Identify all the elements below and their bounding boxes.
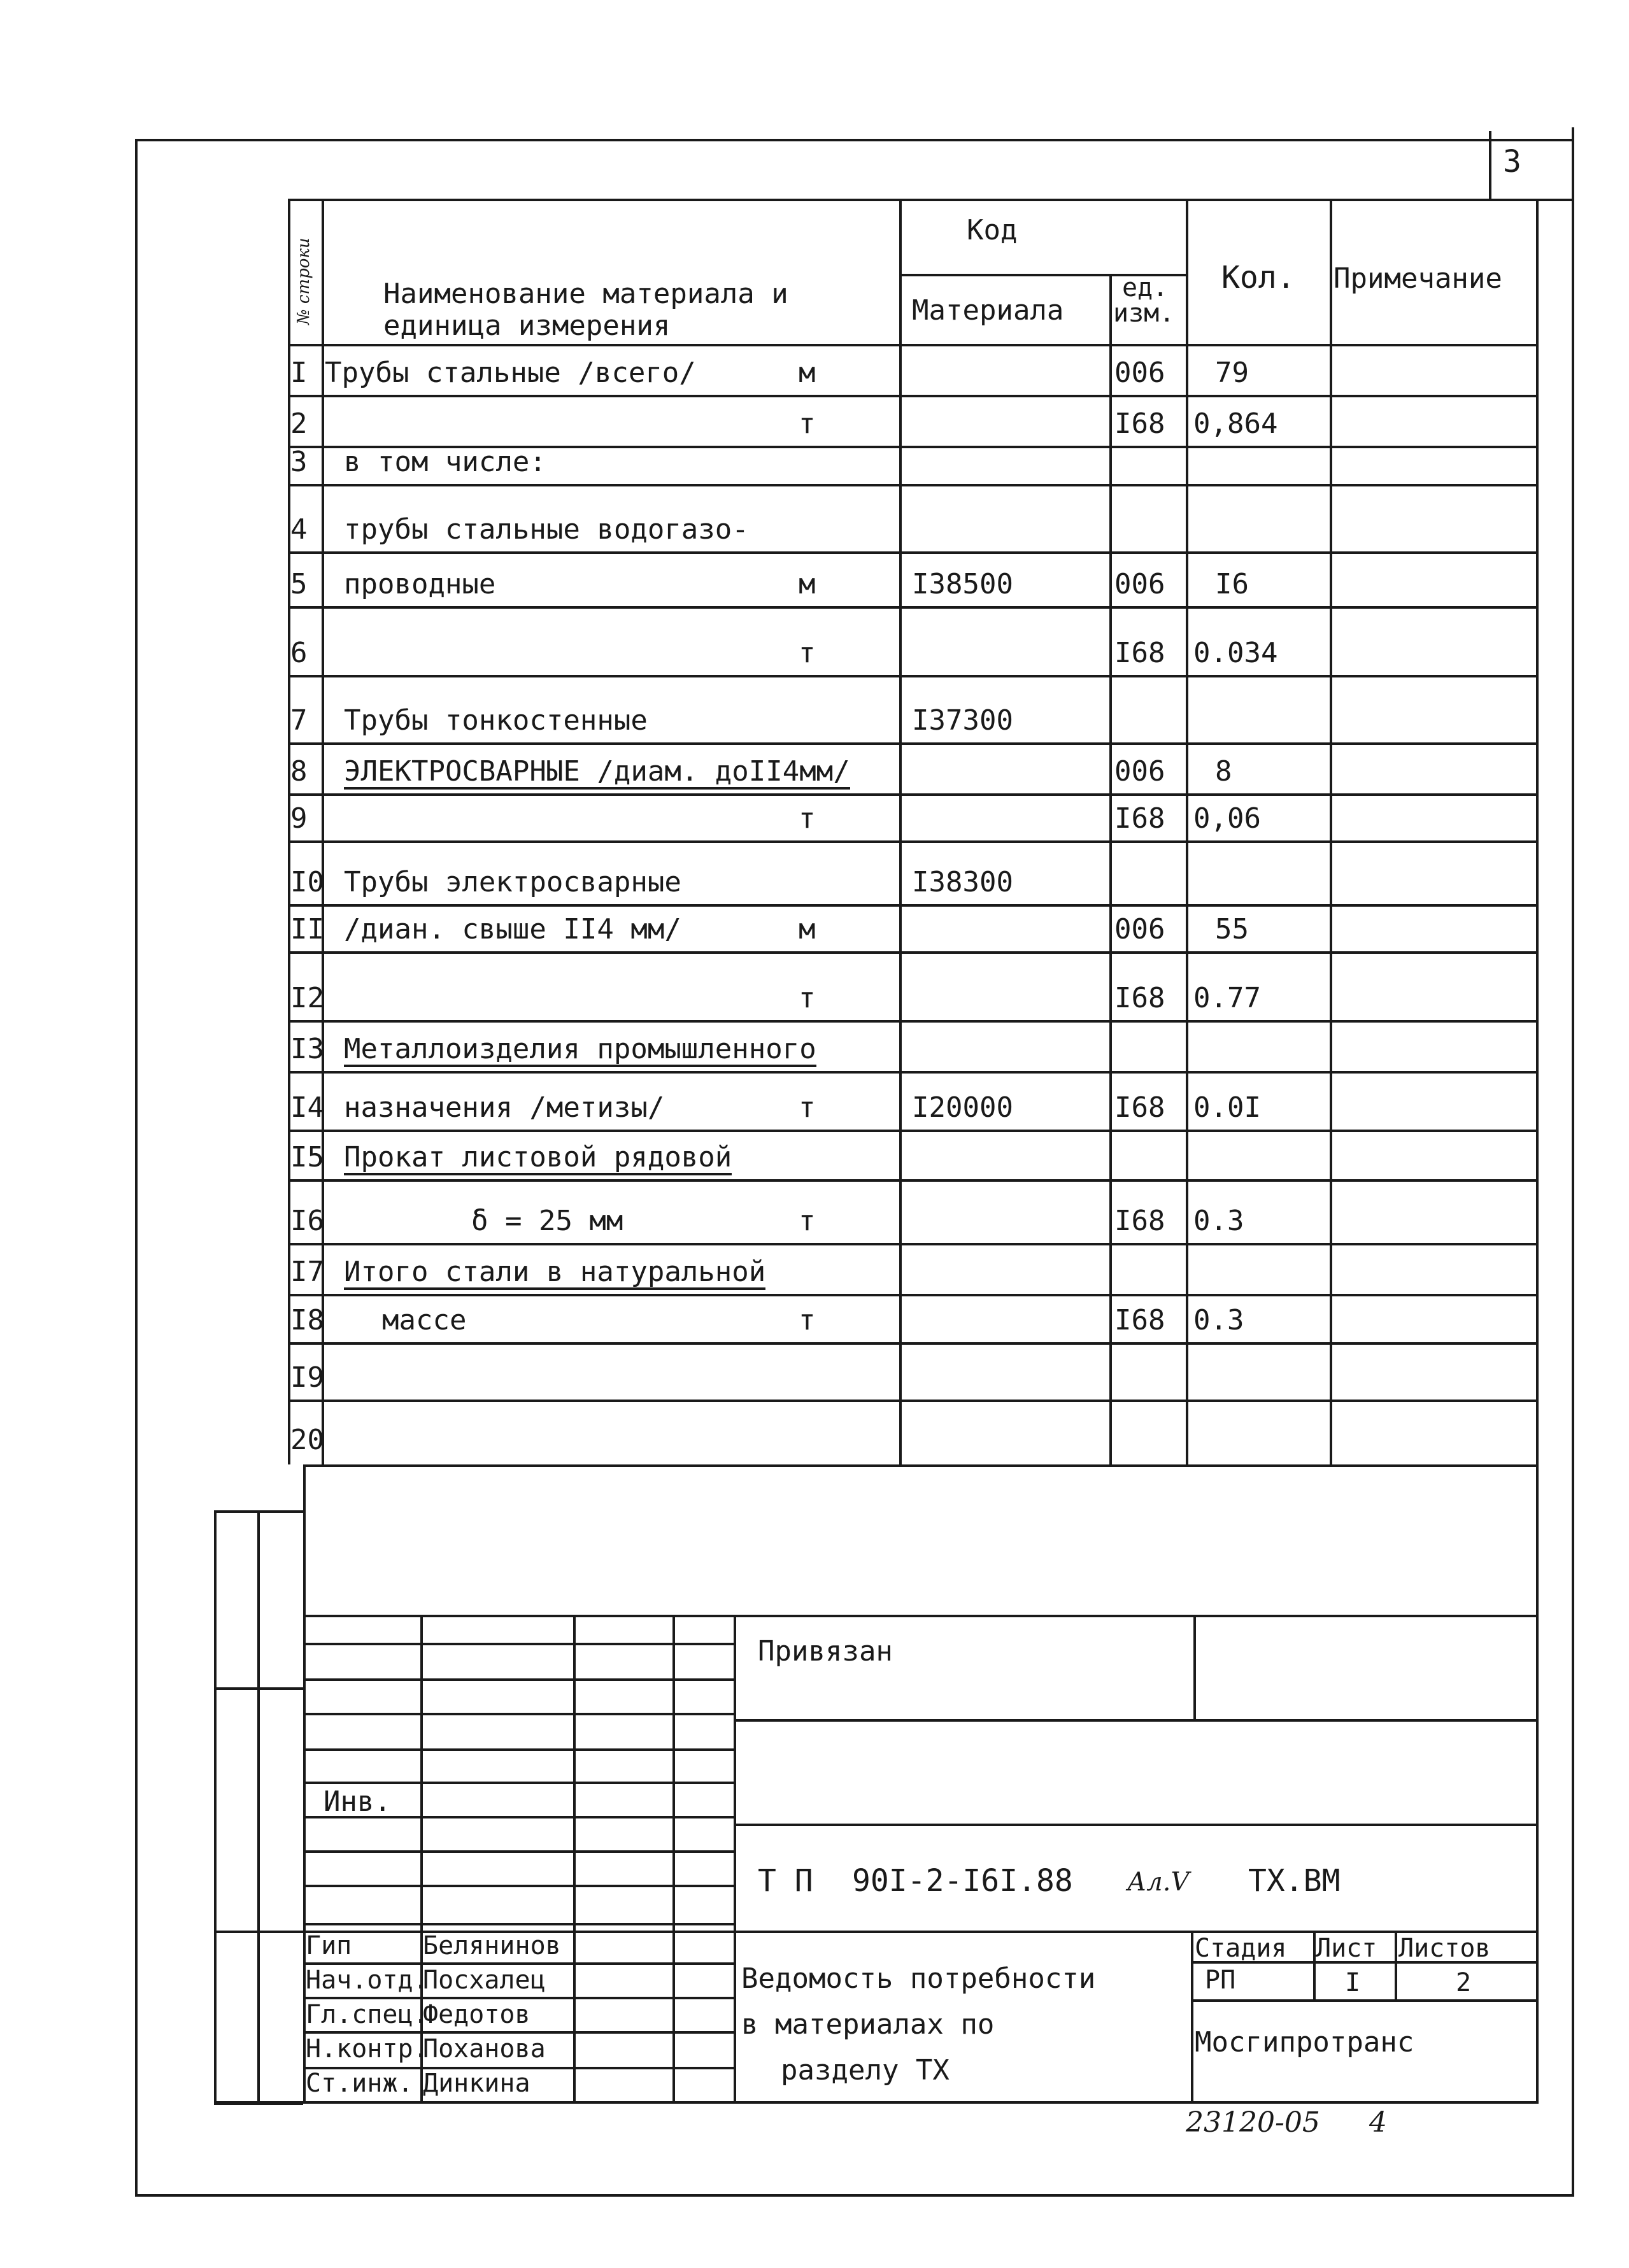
quantity: 0,864 [1193, 408, 1278, 440]
measure-unit: т [799, 408, 816, 440]
signature-name: Белянинов [423, 1931, 561, 1960]
measure-unit: т [799, 1205, 816, 1237]
unit-header-line1: ед. [1122, 273, 1169, 302]
measure-unit: м [799, 568, 816, 600]
signature-name: Динкина [423, 2069, 530, 2098]
name-header-line1: Наименование материала и [383, 278, 788, 310]
row-number: I5 [290, 1141, 324, 1173]
material-code: I38300 [912, 866, 1013, 898]
material-name: Трубы тонкостенные [344, 704, 648, 737]
row-number: 8 [290, 755, 308, 788]
quantity: 79 [1215, 357, 1249, 389]
material-name: проводные [344, 568, 496, 600]
row-number: 3 [290, 446, 308, 478]
row-number: 4 [290, 513, 308, 546]
row-number: I6 [290, 1205, 324, 1237]
organization-name: Мосгипротранс [1195, 2026, 1414, 2059]
material-name: Металлоизделия промышленного [344, 1035, 816, 1067]
stage-label: Стадия [1195, 1934, 1287, 1963]
bound-label: Привязан [758, 1635, 893, 1668]
section-code: ТХ.ВМ [1248, 1863, 1341, 1899]
row-number: I4 [290, 1091, 324, 1124]
signature-name: Федотов [423, 2000, 530, 2029]
document-title-line3: разделу ТХ [781, 2054, 950, 2087]
unit-code: 006 [1114, 357, 1165, 389]
sheet-number: 3 [1503, 144, 1521, 180]
signature-name: Посхалец [423, 1966, 546, 1995]
measure-unit: т [799, 802, 816, 835]
document-title-line1: Ведомость потребности [741, 1962, 1096, 1995]
unit-code: I68 [1114, 1205, 1165, 1237]
sheets-label: Листов [1398, 1934, 1491, 1963]
unit-code: I68 [1114, 637, 1165, 669]
quantity: 0.0I [1193, 1091, 1261, 1124]
unit-code: I68 [1114, 802, 1165, 835]
album-mark: Ал.V [1127, 1868, 1190, 1897]
signature-role: Н.контр. [306, 2034, 429, 2064]
archive-page: 4 [1369, 2106, 1387, 2139]
row-number: I9 [290, 1361, 324, 1394]
row-number: I2 [290, 982, 324, 1014]
material-code: I38500 [912, 568, 1013, 600]
unit-code: 006 [1114, 568, 1165, 600]
quantity: 0.3 [1193, 1205, 1244, 1237]
unit-code: 006 [1114, 755, 1165, 788]
row-number: 6 [290, 637, 308, 669]
material-name: назначения /метизы/ [344, 1091, 665, 1124]
material-name: /диан. свыше II4 мм/ [344, 913, 681, 946]
row-number: II [290, 913, 324, 946]
designation-prefix: Т П [758, 1863, 813, 1899]
material-name: трубы стальные водогазо- [344, 513, 749, 546]
name-header-line2: единица измерения [383, 309, 671, 342]
measure-unit: т [799, 1091, 816, 1124]
inventory-label: Инв. [324, 1785, 391, 1818]
measure-unit: т [799, 1304, 816, 1336]
row-number-header: № строки [294, 237, 313, 325]
unit-code: I68 [1114, 1091, 1165, 1124]
unit-code: I68 [1114, 982, 1165, 1014]
row-number: I3 [290, 1033, 324, 1065]
material-name: δ = 25 мм [471, 1205, 623, 1237]
material-code: I37300 [912, 704, 1013, 737]
qty-header: Кол. [1221, 260, 1295, 295]
unit-code: I68 [1114, 408, 1165, 440]
signature-role: Нач.отд. [306, 1966, 429, 1995]
quantity: 0,06 [1193, 802, 1261, 835]
row-number: 5 [290, 568, 308, 600]
row-number: I [290, 357, 308, 389]
stage-value: РП [1205, 1966, 1236, 1995]
material-name: ЭЛЕКТРОСВАРНЫЕ /диам. доII4мм/ [344, 758, 850, 790]
document-title-line2: в материалах по [741, 2008, 995, 2041]
quantity: 0.3 [1193, 1304, 1244, 1336]
signature-role: Гип [306, 1931, 352, 1960]
row-number: I7 [290, 1256, 324, 1288]
designation-number: 90I-2-I6I.88 [852, 1863, 1073, 1899]
code-header: Код [967, 214, 1018, 246]
row-number: 20 [290, 1424, 324, 1456]
signature-name: Поханова [423, 2034, 546, 2064]
row-number: 7 [290, 704, 308, 737]
unit-code: I68 [1114, 1304, 1165, 1336]
unit-header-line2: изм. [1113, 299, 1175, 328]
quantity: 55 [1215, 913, 1249, 946]
unit-code: 006 [1114, 913, 1165, 946]
sheet-value: I [1345, 1968, 1361, 1997]
quantity: I6 [1215, 568, 1249, 600]
row-number: 9 [290, 802, 308, 835]
measure-unit: т [799, 982, 816, 1014]
material-name: массе [382, 1304, 467, 1336]
material-name: Трубы электросварные [344, 866, 681, 898]
sheet-label: Лист [1316, 1934, 1377, 1963]
row-number: I8 [290, 1304, 324, 1336]
material-code: I20000 [912, 1091, 1013, 1124]
row-number: 2 [290, 408, 308, 440]
row-number: I0 [290, 866, 324, 898]
measure-unit: м [799, 913, 816, 946]
quantity: 0.77 [1193, 982, 1261, 1014]
measure-unit: т [799, 637, 816, 669]
note-header: Примечание [1334, 262, 1502, 295]
sheets-value: 2 [1456, 1968, 1472, 1997]
material-name: Прокат листовой рядовой [344, 1144, 732, 1175]
quantity: 8 [1215, 755, 1232, 788]
quantity: 0.034 [1193, 637, 1278, 669]
archive-number: 23120-05 [1186, 2106, 1320, 2139]
signature-role: Ст.инж. [306, 2069, 413, 2098]
material-header: Материала [912, 294, 1064, 327]
material-name: Трубы стальные /всего/ [325, 357, 696, 389]
signature-role: Гл.спец. [306, 2000, 429, 2029]
material-name: Итого стали в натуральной [344, 1258, 765, 1290]
material-name: в том числе: [344, 446, 546, 478]
measure-unit: м [799, 357, 816, 389]
